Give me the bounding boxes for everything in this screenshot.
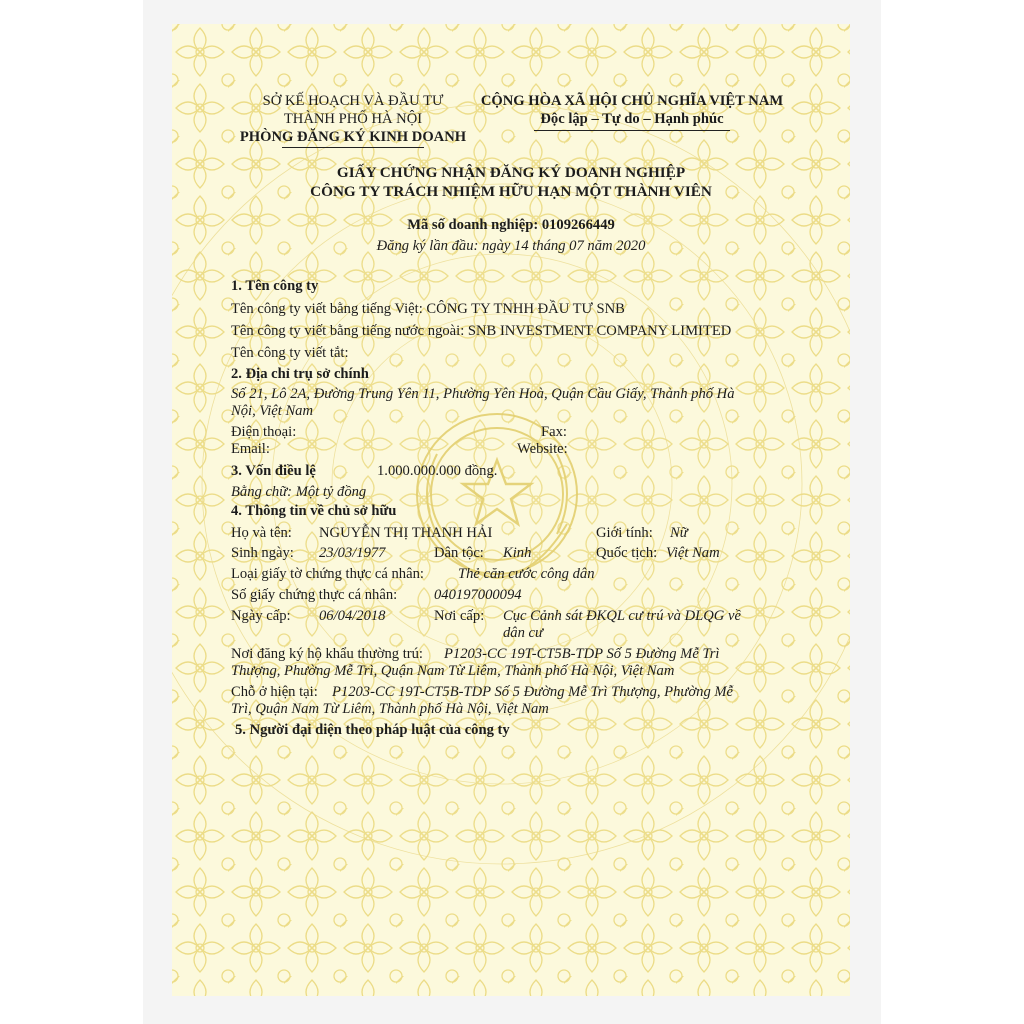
nationality-label: Quốc tịch: [596,545,658,561]
dob-label: Sinh ngày: [231,545,294,561]
issue-date-value: 06/04/2018 [319,608,386,624]
section-2-heading: 2. Địa chỉ trụ sở chính [231,366,369,382]
id-type-value: Thẻ căn cước công dân [458,566,595,582]
issuer-city: THÀNH PHỐ HÀ NỘI [283,111,423,127]
nation-name: CỘNG HÒA XÃ HỘI CHỦ NGHĨA VIỆT NAM [480,93,784,109]
first-registration-date: Đăng ký lần đầu: ngày 14 tháng 07 năm 2020 [376,238,646,254]
current-residence-line2: Trì, Quận Nam Từ Liêm, Thành phố Hà Nội, Việt Nam [231,701,549,717]
email-label: Email: [231,441,270,457]
nationality-value: Việt Nam [666,545,720,561]
company-name-vietnamese: Tên công ty viết bằng tiếng Việt: CÔNG TY TNHH ĐẦU TƯ SNB [231,301,625,317]
issue-date-label: Ngày cấp: [231,608,291,624]
section-3-heading: 3. Vốn điều lệ [231,463,316,479]
section-4-heading: 4. Thông tin về chủ sở hữu [231,503,397,519]
section-5-heading: 5. Người đại diện theo pháp luật của công ty [235,722,510,738]
id-type-label: Loại giấy tờ chứng thực cá nhân: [231,566,424,582]
owner-name-label: Họ và tên: [231,525,292,541]
permanent-residence-line1: P1203-CC 19T-CT5B-TDP Số 5 Đường Mễ Trì [444,646,720,662]
charter-capital-amount: 1.000.000.000 đồng. [377,463,498,479]
head-office-address-line1: Số 21, Lô 2A, Đường Trung Yên 11, Phường Yên Hoà, Quận Cầu Giấy, Thành phố Hà [231,386,735,402]
gender-label: Giới tính: [596,525,653,541]
issuer-underline [282,147,424,148]
company-type: CÔNG TY TRÁCH NHIỆM HỮU HẠN MỘT THÀNH VIÊN [310,183,712,200]
national-motto: Độc lập – Tự do – Hạnh phúc [540,111,724,127]
phone-label: Điện thoại: [231,424,297,440]
certificate-title: GIẤY CHỨNG NHẬN ĐĂNG KÝ DOANH NGHIỆP [336,164,686,181]
head-office-address-line2: Nội, Việt Nam [231,403,314,419]
charter-capital-in-words: Bằng chữ: Một tỷ đồng [231,484,367,500]
issue-place-label: Nơi cấp: [434,608,485,624]
company-short-name: Tên công ty viết tắt: [231,345,349,361]
business-registration-certificate [172,24,850,996]
dob-value: 23/03/1977 [319,545,386,561]
id-number-value: 040197000094 [434,587,522,603]
motto-underline [534,130,730,131]
issuer-office: PHÒNG ĐĂNG KÝ KINH DOANH [239,129,467,145]
permanent-residence-line2: Thượng, Phường Mễ Trì, Quận Nam Từ Liêm, Thành phố Hà Nội, Việt Nam [231,663,675,679]
gender-value: Nữ [670,525,688,541]
issue-place-value-line2: dân cư [503,625,543,641]
issuer-department: SỞ KẾ HOẠCH VÀ ĐẦU TƯ [262,93,444,109]
website-label: Website: [517,441,568,457]
owner-name-value: NGUYỄN THỊ THANH HẢI [319,525,493,541]
current-residence-line1: P1203-CC 19T-CT5B-TDP Số 5 Đường Mễ Trì Thượng, Phường Mễ [332,684,734,700]
current-residence-label: Chỗ ở hiện tại: [231,684,318,700]
section-1-heading: 1. Tên công ty [231,278,319,294]
issue-place-value-line1: Cục Cảnh sát ĐKQL cư trú và DLQG về [503,608,741,624]
ethnicity-value: Kinh [503,545,532,561]
tax-code: Mã số doanh nghiệp: 0109266449 [407,217,615,233]
company-name-foreign: Tên công ty viết bằng tiếng nước ngoài: SNB INVESTMENT COMPANY LIMITED [231,323,732,339]
permanent-residence-label: Nơi đăng ký hộ khẩu thường trú: [231,646,423,662]
id-number-label: Số giấy chứng thực cá nhân: [231,587,398,603]
ethnicity-label: Dân tộc: [434,545,484,561]
fax-label: Fax: [541,424,567,440]
